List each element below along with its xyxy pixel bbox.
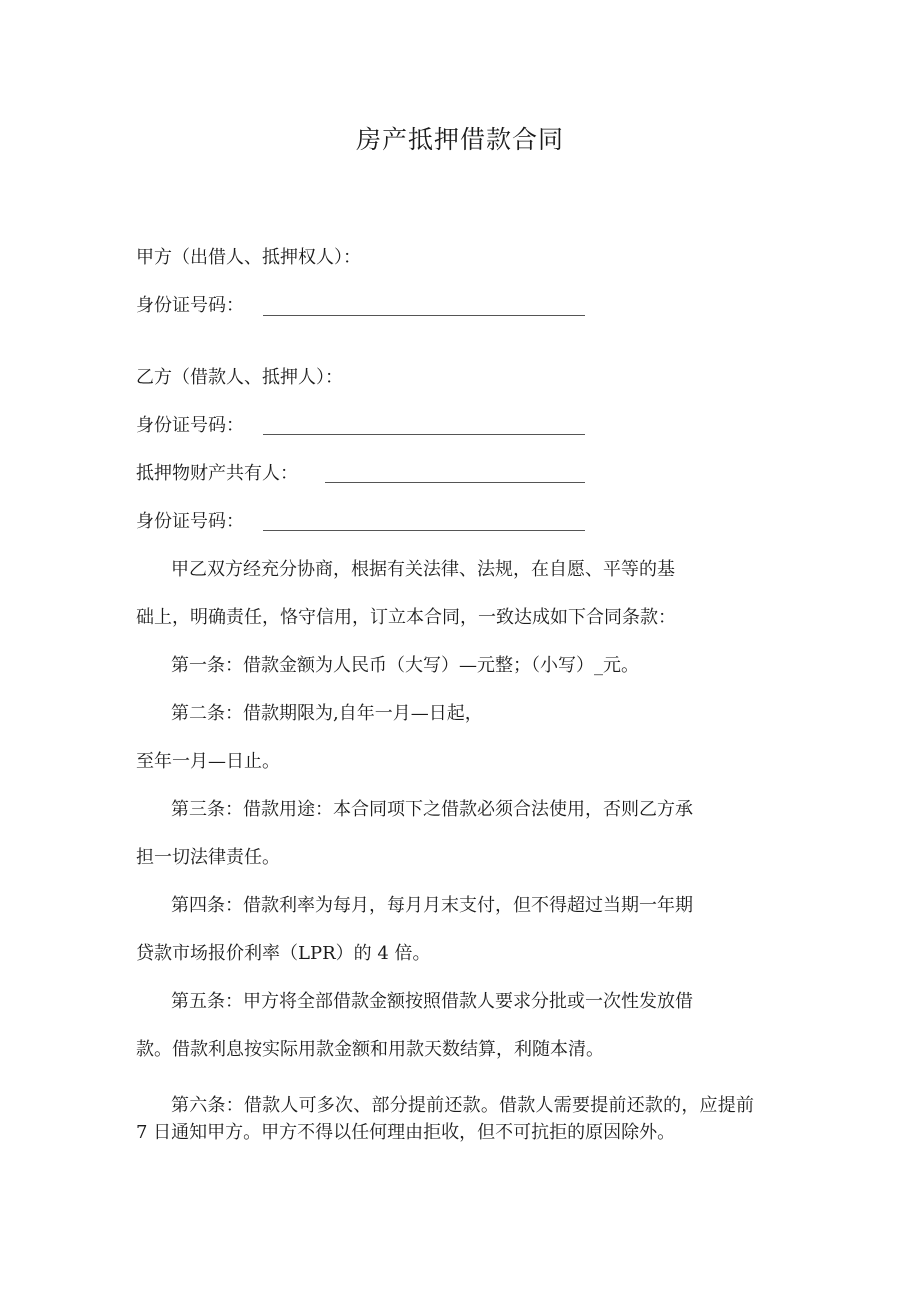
article-5-line-1: 第五条：甲方将全部借款金额按照借款人要求分批或一次性发放借 [171,991,693,1012]
party-b-id-label: 身份证号码： [136,415,244,436]
article-4-line-2: 贷款市场报价利率（LPR）的 4 倍。 [136,943,431,964]
article-3-line-1: 第三条：借款用途：本合同项下之借款必须合法使用，否则乙方承 [171,799,693,820]
co-owner-blank[interactable] [325,482,585,483]
party-b-label: 乙方（借款人、抵押人）： [136,367,343,388]
document-title: 房产抵押借款合同 [355,125,564,154]
party-a-id-label: 身份证号码： [136,295,244,316]
preamble-line-2: 础上，明确责任，恪守信用，订立本合同，一致达成如下合同条款： [136,607,676,628]
article-5-line-2: 款。借款利息按实际用款金额和用款天数结算，利随本清。 [136,1039,604,1060]
party-a-label: 甲方（出借人、抵押权人）： [136,247,361,268]
article-6: 第六条：借款人可多次、部分提前还款。借款人需要提前还款的，应提前 7 日通知甲方。甲方不得以任何理由拒收，但不可抗拒的原因除外。 [136,1095,754,1143]
party-b-id-blank[interactable] [263,434,585,435]
co-owner-id-label: 身份证号码： [136,511,244,532]
article-3-line-2: 担一切法律责任。 [136,847,280,868]
article-4-line-1: 第四条：借款利率为每月，每月月末支付，但不得超过当期一年期 [171,895,693,916]
article-2-line-2: 至年一月—日止。 [136,751,280,772]
article-1: 第一条：借款金额为人民币（大写）—元整；（小写）_元。 [171,655,639,676]
preamble-line-1: 甲乙双方经充分协商，根据有关法律、法规，在自愿、平等的基 [171,559,675,580]
co-owner-label: 抵押物财产共有人： [136,463,298,484]
party-a-id-blank[interactable] [263,315,585,316]
co-owner-id-blank[interactable] [263,530,585,531]
article-2-line-1: 第二条：借款期限为,自年一月—日起， [171,703,483,724]
